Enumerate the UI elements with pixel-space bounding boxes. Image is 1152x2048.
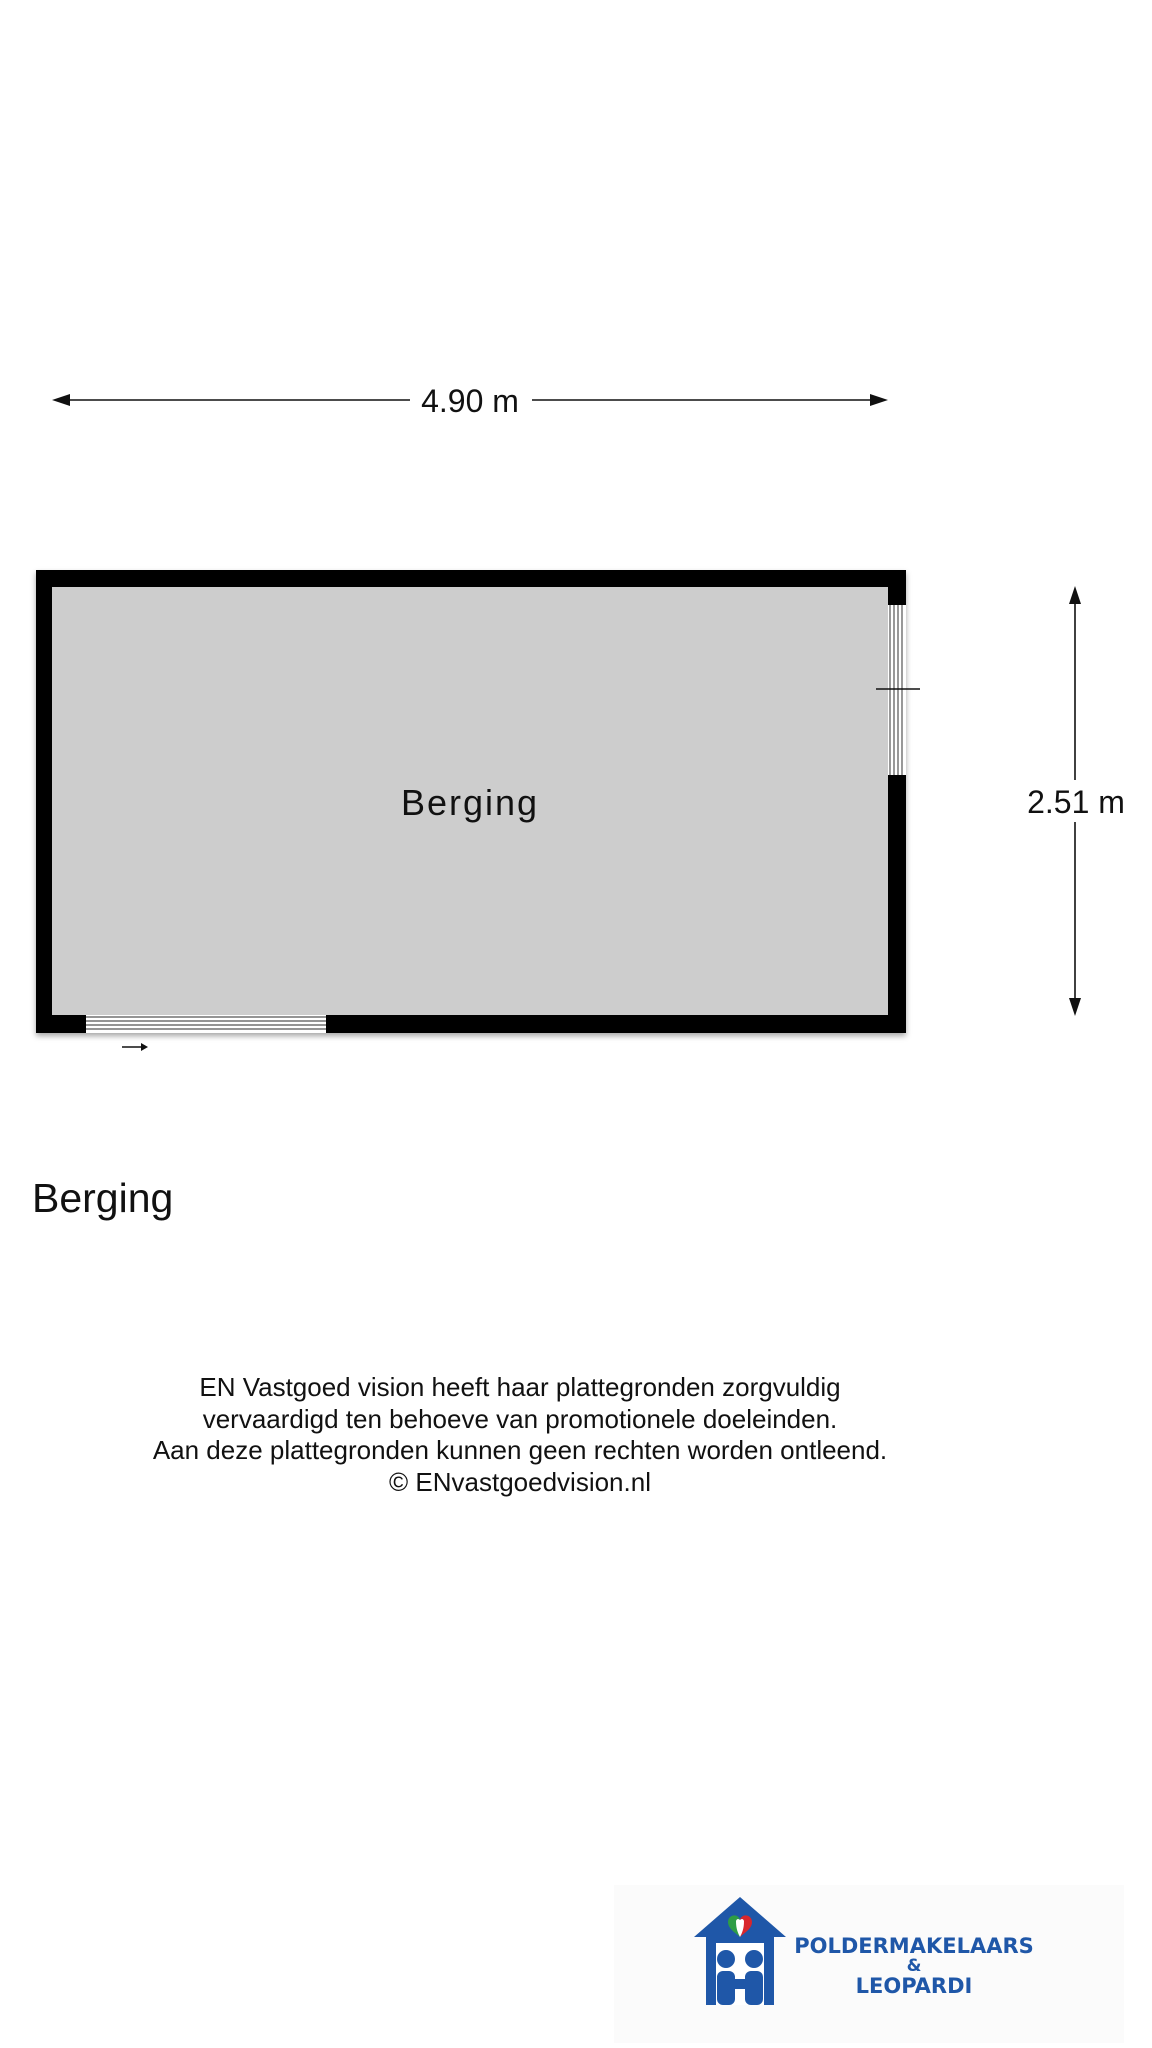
disclaimer-line: EN Vastgoed vision heeft haar plattegronden zorgvuldig bbox=[199, 1372, 841, 1402]
right-window-opening bbox=[888, 605, 906, 775]
house-heart-icon bbox=[690, 1895, 790, 2015]
sliding-direction-arrow-icon bbox=[122, 1043, 148, 1051]
disclaimer-line: Aan deze plattegronden kunnen geen rechten worden ontleend. bbox=[152, 1435, 888, 1465]
width-arrow-left-icon bbox=[52, 394, 70, 406]
room-berging bbox=[36, 570, 920, 1051]
width-arrow-right-icon bbox=[870, 394, 888, 406]
bottom-door-opening bbox=[86, 1015, 326, 1033]
disclaimer-line: © ENvastgoedvision.nl bbox=[389, 1466, 651, 1497]
height-dimension-label: 2.51 m bbox=[1027, 784, 1125, 820]
width-dimension-label: 4.90 m bbox=[421, 383, 519, 419]
height-arrow-up-icon bbox=[1069, 586, 1081, 604]
logo-line-3: LEOPARDI bbox=[855, 1974, 973, 1998]
disclaimer-line: vervaardigd ten behoeve van promotionele doeleinden. bbox=[202, 1403, 838, 1434]
height-arrow-down-icon bbox=[1069, 998, 1081, 1016]
disclaimer bbox=[0, 1372, 1040, 1498]
width-dimension bbox=[52, 383, 888, 419]
logo-line-1: POLDERMAKELAARS bbox=[794, 1934, 1034, 1958]
plan-title: Berging bbox=[32, 1175, 174, 1221]
logo-wordmark bbox=[784, 1936, 1044, 1997]
height-dimension bbox=[1027, 586, 1125, 1016]
logo-line-2: & bbox=[906, 1956, 922, 1976]
room-label: Berging bbox=[400, 782, 540, 823]
